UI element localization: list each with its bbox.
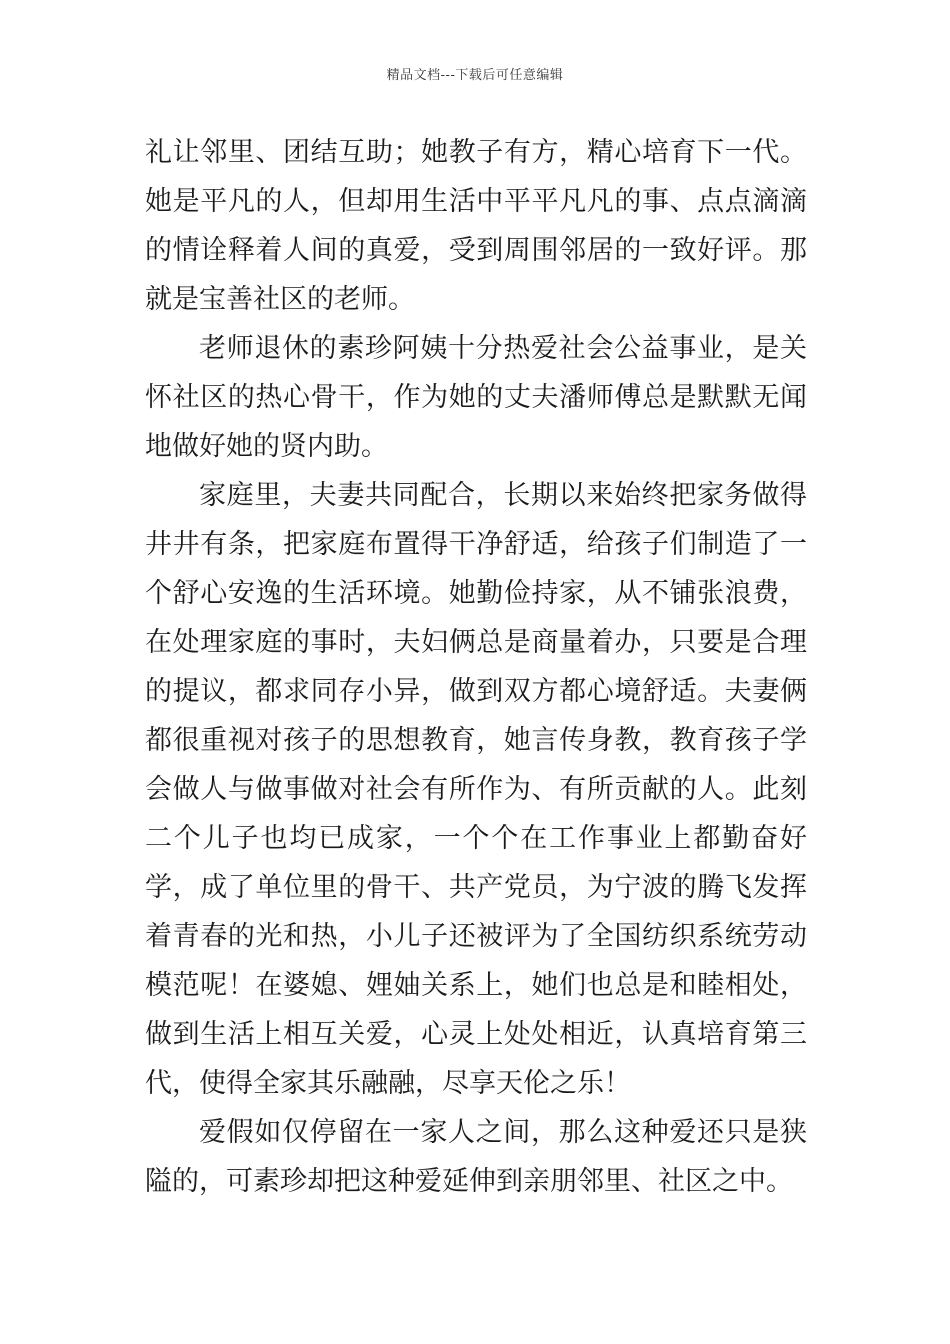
paragraph-4: 爱假如仅停留在一家人之间，那么这种爱还只是狭隘的，可素珍却把这种爱延伸到亲朋邻里、社区之中。 [145, 1117, 807, 1197]
paragraph-3: 家庭里，夫妻共同配合，长期以来始终把家务做得井井有条，把家庭布置得干净舒适，给孩子们制造了一个舒心安逸的生活环境。她勤俭持家，从不铺张浪费，在处理家庭的事时，夫妇俩总是商量着办，只要是合理的提议，都求同存小异，做到双方都心境舒适。夫妻俩都很重视对孩子的思想教育，她言传身教，教育孩子学会做人与做事做对社会有所作为、有所贡献的人。此刻二个儿子也均已成家，一个个在工作事业上都勤奋好学，成了单位里的骨干、共产党员，为宁波的腾飞发挥着青春的光和热，小儿子还被评为了全国纺织系统劳动模范呢！在婆媳、娌妯关系上，她们也总是和睦相处，做到生活上相互关爱，心灵上处处相近，认真培育第三代，使得全家其乐融融，尽享天伦之乐！ [145, 480, 807, 1099]
paragraph-1: 礼让邻里、团结互助；她教子有方，精心培育下一代。她是平凡的人，但却用生活中平平凡凡的事、点点滴滴的情诠释着人间的真爱，受到周围邻居的一致好评。那就是宝善社区的老师。 [145, 137, 807, 315]
page-header: 精品文档---下载后可任意编辑 [386, 68, 564, 83]
document-body [145, 128, 807, 1206]
paragraph-2: 老师退休的素珍阿姨十分热爱社会公益事业，是关怀社区的热心骨干，作为她的丈夫潘师傅总是默默无闻地做好她的贤内助。 [145, 333, 807, 462]
